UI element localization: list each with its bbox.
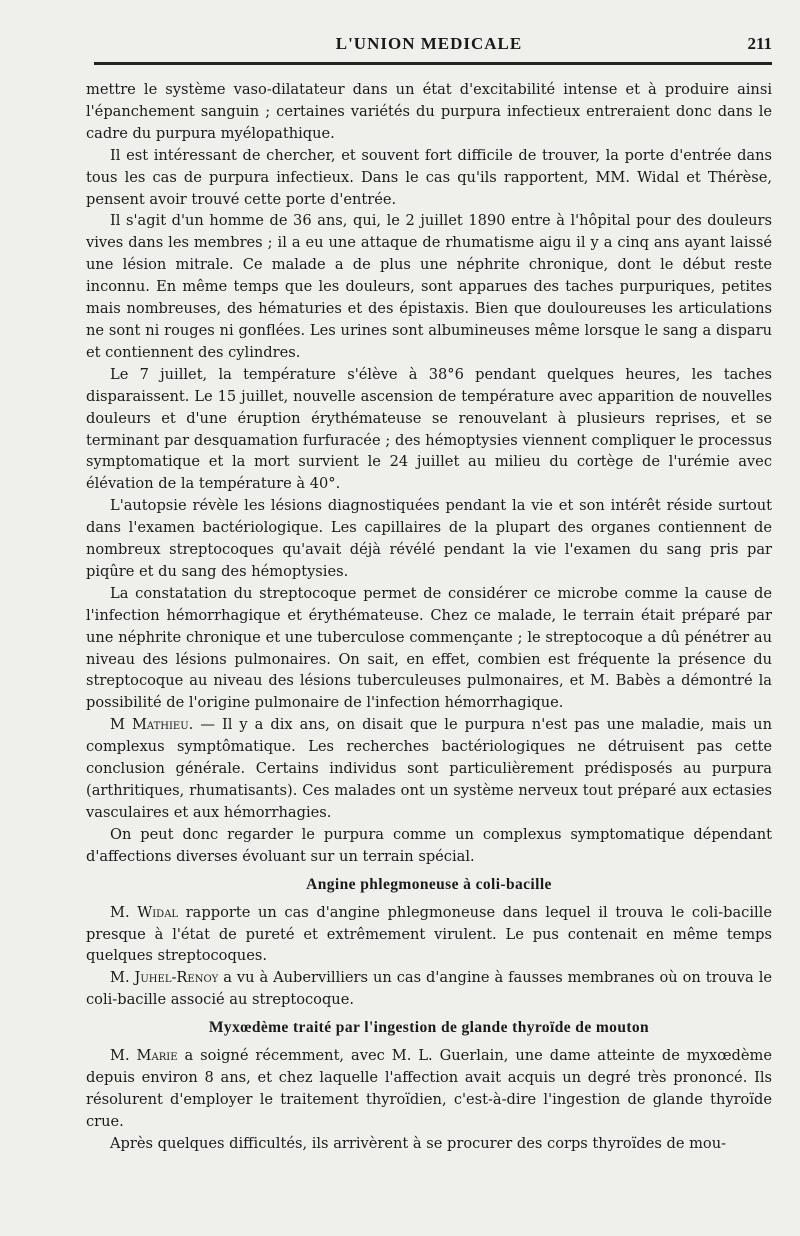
mathieu-paragraph [86,714,772,824]
speaker-name: M. Marie [110,1047,178,1065]
marie-paragraph [86,1045,772,1133]
widal-paragraph [86,902,772,968]
running-title: L'UNION MEDICALE [335,34,523,53]
speaker-text: a vu à Aubervilliers un cas d'angine à fausses membranes où on trouva le coli-bacille associé au streptocoque. [86,969,772,1009]
speaker-text: rapporte un cas d'angine phlegmoneuse dans lequel il trouva le coli-bacille presque à l'état de pureté et extrêmement virulent. Le pus contenait en même temps quelques streptocoques. [86,903,772,965]
paragraph: La constatation du streptocoque permet de considérer ce microbe comme la cause de l'infection hémorrhagique et érythémateuse. Chez ce malade, le terrain était préparé par une néphrite chronique et une tuberculose commençante ; le streptocoque a dû pénétrer au niveau des lésions pulmonaires. On sait, en effet, combien est fréquente la présence du streptocoque au niveau des lésions tuberculeuses pulmonaires, et M. Babès a démontré la possibilité de l'origine pulmonaire de l'infection hémorrhagique. [86,584,772,712]
speaker-name: M Mathieu. [110,716,194,734]
page-header [86,26,772,60]
header-rule [94,62,772,65]
journal-page [86,26,772,1155]
paragraph: L'autopsie révèle les lésions diagnostiquées pendant la vie et son intérêt réside surtout dans l'examen bactériologique. Les capillaires de la plupart des organes contiennent de nombreux streptocoques qu'avait déjà révélé pendant la vie l'examen du sang pris par piqûre et du sang des hémoptysies. [86,497,772,580]
section-heading: Angine phlegmoneuse à coli-bacille [306,875,552,893]
paragraph: Il est intéressant de chercher, et souvent fort difficile de trouver, la porte d'entrée dans tous les cas de purpura infectieux. Dans le cas qu'ils rapportent, MM. Widal et Thérèse, pensent avoir trouvé cette porte d'entrée. [86,146,772,208]
speaker-text: — Il y a dix ans, on disait que le purpura n'est pas une maladie, mais un complexus symptômatique. Les recherches bactériologiques ne détruisent pas cette conclusion générale. Certains individus sont particulièrement prédisposés au purpura (arthritiques, rhumatisants). Ces malades ont un système nerveux tout préparé aux ectasies vasculaires et aux hémorrhagies. [86,716,772,821]
paragraph: Après quelques difficultés, ils arrivèrent à se procurer des corps thyroïdes de mou- [110,1134,727,1152]
paragraph: On peut donc regarder le purpura comme un complexus symptomatique dépendant d'affections diverses évoluant sur un terrain spécial. [86,825,772,865]
speaker-text: a soigné récemment, avec M. L. Guerlain, une dame atteinte de myxœdème depuis environ 8 ans, et chez laquelle l'affection avait acquis un degré très prononcé. Ils résolurent d'employer le traitement thyroïdien, c'est-à-dire l'ingestion de glande thyroïde crue. [86,1047,772,1130]
paragraph: Le 7 juillet, la température s'élève à 38°6 pendant quelques heures, les taches disparaissent. Le 15 juillet, nouvelle ascension de température avec apparition de nouvelles douleurs et d'une éruption érythémateuse se renouvelant à plusieurs reprises, et se terminant par desquamation furfuracée ; des hémoptysies viennent compliquer le processus symptomatique et la mort survient le 24 juillet au milieu du cortège de l'urémie avec élévation de la température à 40°. [86,365,772,493]
speaker-name: M. Juhel-Renoy [110,969,219,987]
speaker-name: M. Widal [110,903,179,921]
juhel-paragraph [86,967,772,1011]
section-heading: Myxœdème traité par l'ingestion de glande thyroïde de mouton [208,1019,650,1037]
paragraph: mettre le système vaso-dilatateur dans un état d'excitabilité intense et à produire ainsi l'épanchement sanguin ; certaines variétés du purpura infectieux entreraient donc dans le cadre du purpura myélopathique. [86,81,772,142]
page-number: 211 [747,34,772,53]
paragraph: Il s'agit d'un homme de 36 ans, qui, le 2 juillet 1890 entre à l'hôpital pour des douleurs vives dans les membres ; il a eu une attaque de rhumatisme aigu il y a cinq ans ayant laissé une lésion mitrale. Ce malade a de plus une néphrite chronique, dont le début reste inconnu. En même temps que les douleurs, sont apparues des taches purpuriques, petites mais nombreuses, des hématuries et des épistaxis. Bien que douloureuses les articulations ne sont ni rouges ni gonflées. Les urines sont albumineuses même lorsque le sang a disparu et contiennent des cylindres. [86,212,772,361]
